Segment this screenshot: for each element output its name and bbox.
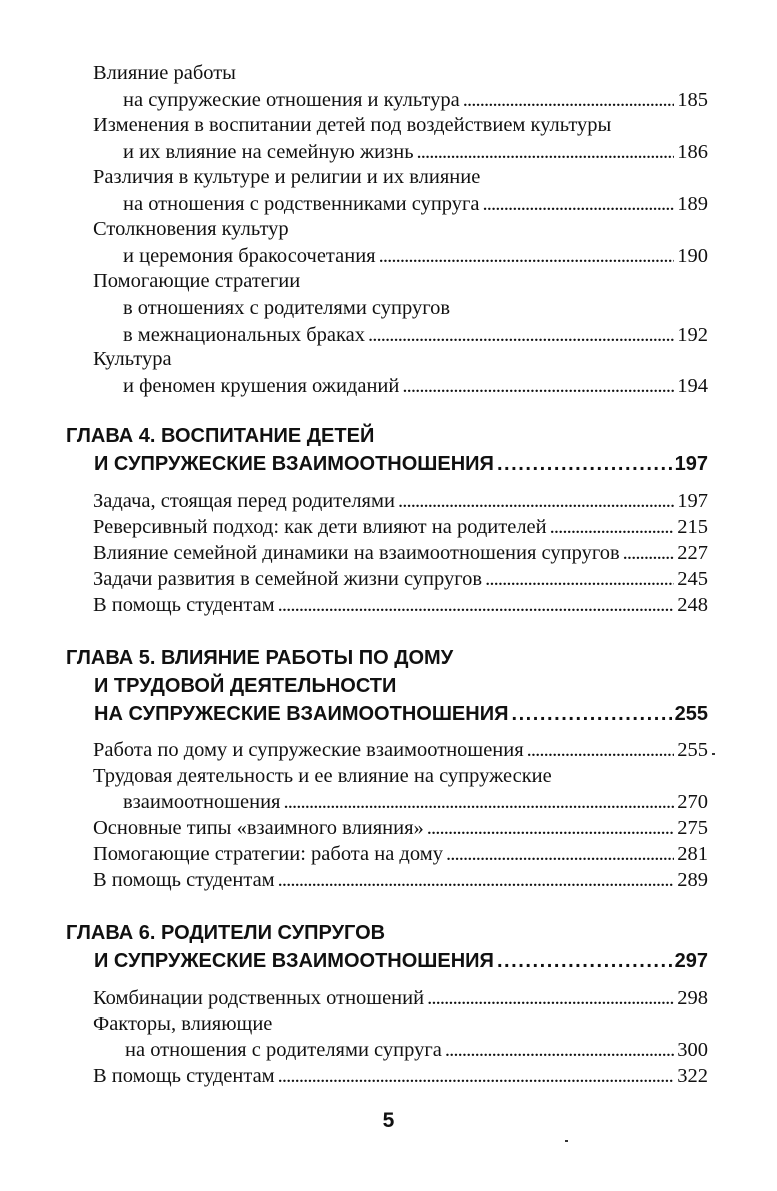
page-number: 194 — [677, 375, 708, 397]
toc-entry-line — [93, 566, 708, 592]
toc-entry-line — [125, 1037, 708, 1063]
toc-entry-text: Основные типы «взаимного влияния» — [93, 817, 424, 839]
toc-entry-line — [123, 243, 708, 269]
leader-dots — [368, 322, 674, 348]
page-number: 245 — [677, 568, 708, 590]
leader-dots — [483, 191, 675, 217]
leader-dots — [497, 948, 672, 975]
toc-entry-text: Работа по дому и супружеские взаимоотношения — [93, 739, 524, 761]
toc-entry-line: Факторы, влияющие — [93, 1013, 273, 1035]
chapter-page-number: 297 — [674, 950, 708, 972]
page-number: 289 — [677, 869, 708, 891]
toc-entry-text: на супружеские отношения и культура — [123, 89, 460, 111]
toc-entry-line: Помогающие стратегии — [93, 270, 301, 292]
page-folio: 5 — [382, 1109, 395, 1132]
chapter-title-text: И СУПРУЖЕСКИЕ ВЗАИМООТНОШЕНИЯ — [94, 453, 494, 475]
toc-entry-line: Столкновения культур — [93, 218, 289, 240]
toc-entry-text: на отношения с родственниками супруга — [123, 193, 480, 215]
leader-dots — [402, 373, 674, 399]
toc-entry-line — [93, 737, 708, 763]
toc-entry-text: и феномен крушения ожиданий — [123, 375, 400, 397]
toc-entry-line — [93, 985, 708, 1011]
toc-entry-line — [93, 514, 708, 540]
chapter-title-text: И СУПРУЖЕСКИЕ ВЗАИМООТНОШЕНИЯ — [94, 950, 494, 972]
toc-entry-text: на отношения с родителями супруга — [125, 1039, 442, 1061]
toc-entry-line — [93, 867, 708, 893]
toc-entry-line — [123, 373, 708, 399]
leader-dots — [278, 1063, 675, 1089]
page-number: 185 — [677, 89, 708, 111]
toc-entry-text: Реверсивный подход: как дети влияют на родителей — [93, 516, 547, 538]
toc-entry-line — [93, 841, 708, 867]
toc-entry-line — [93, 592, 708, 618]
toc-entry-text: взаимоотношения — [123, 791, 281, 813]
leader-dots — [427, 815, 674, 841]
toc-entry-line — [123, 789, 708, 815]
page-number: 186 — [677, 141, 708, 163]
page-number: 270 — [677, 791, 708, 813]
toc-entry-line: Изменения в воспитании детей под воздействием культуры — [93, 114, 612, 136]
toc-entry-line: Различия в культуре и религии и их влияние — [93, 166, 481, 188]
toc-entry-text: Помогающие стратегии: работа на дому — [93, 843, 443, 865]
toc-entry-text: и их влияние на семейную жизнь — [123, 141, 414, 163]
chapter-page-number: 197 — [674, 453, 708, 475]
toc-entry-line — [93, 815, 708, 841]
leader-dots — [511, 701, 671, 728]
toc-entry-line — [123, 139, 708, 165]
page-number: 215 — [677, 516, 708, 538]
page-number: 281 — [677, 843, 708, 865]
chapter-title-line — [94, 948, 708, 975]
toc-entry-text: Задача, стоящая перед родителями — [93, 490, 395, 512]
page-number: 300 — [677, 1039, 708, 1061]
toc-entry-text: Влияние семейной динамики на взаимоотношения супругов — [93, 542, 620, 564]
toc-entry-text: в межнациональных браках — [123, 324, 366, 346]
toc-entry-text: и церемония бракосочетания — [123, 245, 376, 267]
leader-dots — [417, 139, 675, 165]
toc-entry-line: Культура — [93, 348, 172, 370]
leader-dots — [427, 985, 674, 1011]
toc-entry-line: Влияние работы — [93, 62, 236, 84]
page-number: 189 — [677, 193, 708, 215]
toc-entry-text: В помощь студентам — [93, 869, 275, 891]
toc-entry-text: В помощь студентам — [93, 1065, 275, 1087]
leader-dots — [485, 566, 674, 592]
toc-entry-line — [123, 87, 708, 113]
chapter-title-line — [94, 701, 708, 728]
page-number: 190 — [677, 245, 708, 267]
page-number: 197 — [677, 490, 708, 512]
toc-entry-line — [93, 540, 708, 566]
leader-dots — [527, 737, 675, 763]
leader-dots — [463, 87, 675, 113]
chapter-title-text: НА СУПРУЖЕСКИЕ ВЗАИМООТНОШЕНИЯ — [94, 703, 509, 725]
chapter-page-number: 255 — [674, 703, 708, 725]
page-number: 322 — [677, 1065, 708, 1087]
leader-dots — [623, 540, 675, 566]
leader-dots — [379, 243, 675, 269]
leader-dots — [283, 789, 674, 815]
toc-entry-line — [93, 1063, 708, 1089]
leader-dots — [446, 841, 674, 867]
toc-entry-line — [123, 322, 708, 348]
page-number: 255 — [677, 739, 708, 761]
chapter-title-line — [94, 451, 708, 478]
toc-entry-text: В помощь студентам — [93, 594, 275, 616]
page-number: 248 — [677, 594, 708, 616]
page-number: 298 — [677, 987, 708, 1009]
leader-dots — [445, 1037, 674, 1063]
leader-dots — [550, 514, 675, 540]
scan-speck — [712, 753, 715, 755]
toc-entry-text: Комбинации родственных отношений — [93, 987, 425, 1009]
toc-entry-text: Задачи развития в семейной жизни супругов — [93, 568, 483, 590]
chapter-title-line: ГЛАВА 6. РОДИТЕЛИ СУПРУГОВ — [66, 922, 386, 944]
page-number: 275 — [677, 817, 708, 839]
leader-dots — [497, 451, 672, 478]
chapter-title-line: ГЛАВА 4. ВОСПИТАНИЕ ДЕТЕЙ — [66, 425, 375, 447]
chapter-title-line: ГЛАВА 5. ВЛИЯНИЕ РАБОТЫ ПО ДОМУ — [66, 647, 454, 669]
toc-entry-line — [93, 488, 708, 514]
chapter-title-line: И ТРУДОВОЙ ДЕЯТЕЛЬНОСТИ — [94, 675, 397, 697]
toc-entry-line — [123, 191, 708, 217]
leader-dots — [278, 867, 675, 893]
scan-speck — [565, 1140, 568, 1142]
page-number: 192 — [677, 324, 708, 346]
toc-entry-line: Трудовая деятельность и ее влияние на супружеские — [93, 765, 552, 787]
leader-dots — [278, 592, 675, 618]
leader-dots — [398, 488, 674, 514]
toc-entry-line: в отношениях с родителями супругов — [123, 297, 451, 319]
page-number: 227 — [677, 542, 708, 564]
